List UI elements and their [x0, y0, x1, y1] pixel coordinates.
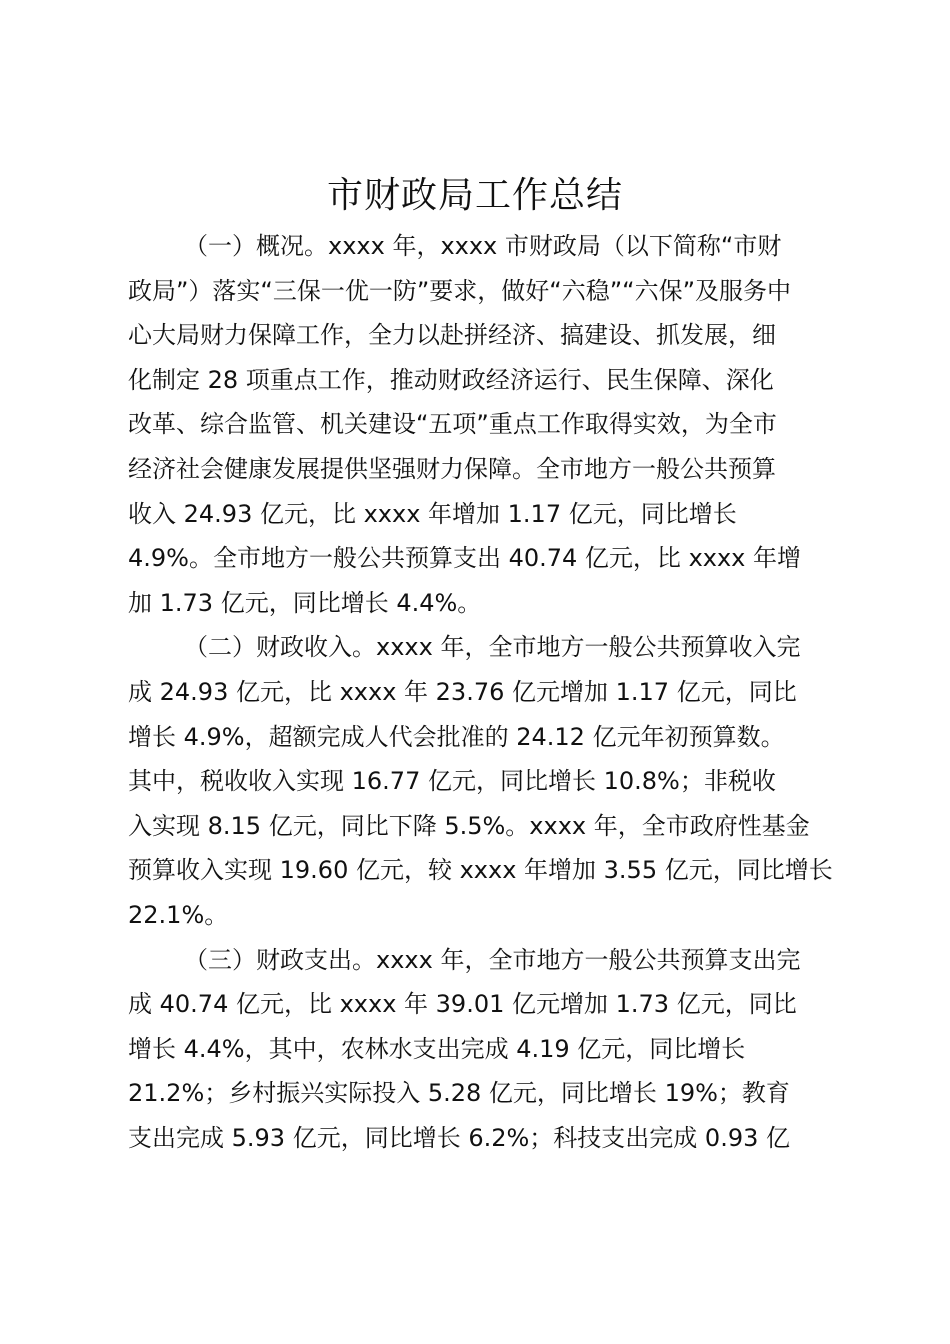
paragraph-2-line: 预算收入实现 19.60 亿元，较 xxxx 年增加 3.55 亿元，同比增长 [128, 856, 833, 885]
paragraph-2-line: 入实现 8.15 亿元，同比下降 5.5%。xxxx 年，全市政府性基金 [128, 811, 810, 840]
paragraph-3-line: （三）财政支出。xxxx 年，全市地方一般公共预算支出完 [184, 945, 801, 974]
paragraph-2-line: 增长 4.9%，超额完成人代会批准的 24.12 亿元年初预算数。 [128, 722, 785, 751]
document-body [128, 224, 838, 1160]
paragraph-2-line: 成 24.93 亿元，比 xxxx 年 23.76 亿元增加 1.17 亿元，同比 [128, 677, 797, 706]
paragraph-1-line: 政局”）落实“三保一优一防”要求，做好“六稳”“六保”及服务中 [128, 276, 792, 305]
paragraph-2-line: 其中，税收收入实现 16.77 亿元，同比增长 10.8%；非税收 [128, 767, 776, 796]
paragraph-1-line: 心大局财力保障工作，全力以赴拼经济、搞建设、抓发展，细 [128, 321, 776, 350]
paragraph-1-line: 化制定 28 项重点工作，推动财政经济运行、民生保障、深化 [128, 365, 774, 394]
paragraph-3-line: 增长 4.4%，其中，农林水支出完成 4.19 亿元，同比增长 [128, 1034, 746, 1063]
document-title: 市财政局工作总结 [326, 175, 623, 216]
paragraph-1-line: 改革、综合监管、机关建设“五项”重点工作取得实效，为全市 [128, 410, 777, 439]
paragraph-1-line: 4.9%。全市地方一般公共预算支出 40.74 亿元，比 xxxx 年增 [128, 544, 802, 573]
paragraph-3-line: 成 40.74 亿元，比 xxxx 年 39.01 亿元增加 1.73 亿元，同比 [128, 990, 797, 1019]
paragraph-3-line: 支出完成 5.93 亿元，同比增长 6.2%；科技支出完成 0.93 亿 [128, 1123, 790, 1152]
paragraph-1-line: 收入 24.93 亿元，比 xxxx 年增加 1.17 亿元，同比增长 [128, 499, 737, 528]
paragraph-2-line: 22.1%。 [128, 900, 229, 929]
paragraph-1-line: 加 1.73 亿元，同比增长 4.4%。 [128, 588, 482, 617]
paragraph-2-line: （二）财政收入。xxxx 年，全市地方一般公共预算收入完 [184, 633, 801, 662]
paragraph-3-line: 21.2%；乡村振兴实际投入 5.28 亿元，同比增长 19%；教育 [128, 1079, 790, 1108]
paragraph-1-line: （一）概况。xxxx 年，xxxx 市财政局（以下简称“市财 [184, 232, 782, 260]
paragraph-1-line: 经济社会健康发展提供坚强财力保障。全市地方一般公共预算 [128, 454, 776, 483]
